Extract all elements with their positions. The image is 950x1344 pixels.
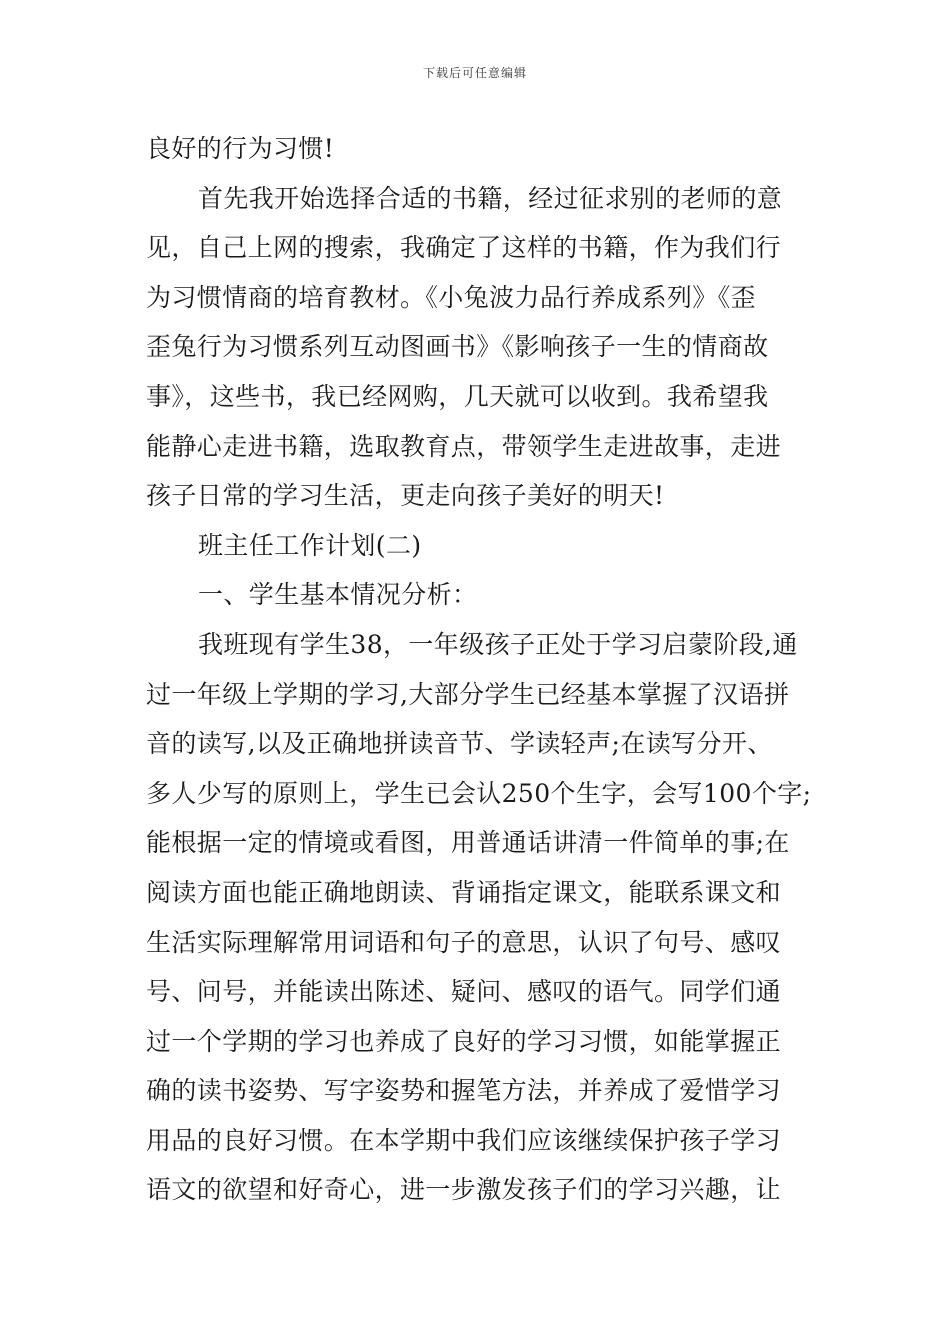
text-line: 号、问号，并能读出陈述、疑问、感叹的语气。同学们通 bbox=[146, 977, 782, 1007]
text-line: 阅读方面也能正确地朗读、背诵指定课文，能联系课文和 bbox=[146, 877, 782, 907]
text-line: 能静心走进书籍，选取教育点，带领学生走进故事，走进 bbox=[146, 431, 782, 461]
text-line: 为习惯情商的培育教材。《小兔波力品行养成系列》《歪 bbox=[146, 282, 757, 312]
text-line: 音的读写,以及正确地拼读音节、学读轻声;在读写分开、 bbox=[146, 729, 773, 759]
text-line: 首先我开始选择合适的书籍，经过征求别的老师的意 bbox=[198, 183, 783, 213]
text-line: 班主任工作计划(二) bbox=[198, 530, 422, 560]
text-line: 过一个学期的学习也养成了良好的学习习惯，如能掌握正 bbox=[146, 1026, 782, 1056]
text-line: 良好的行为习惯! bbox=[146, 134, 335, 163]
text-line: 多人少写的原则上，学生已会认250个生字，会写100个字; bbox=[146, 778, 812, 808]
text-line: 歪兔行为习惯系列互动图画书》《影响孩子一生的情商故 bbox=[146, 332, 769, 362]
text-line: 过一年级上学期的学习,大部分学生已经基本掌握了汉语拼 bbox=[146, 679, 790, 709]
page-header: 下载后可任意编辑 bbox=[422, 66, 527, 80]
text-line: 能根据一定的情境或看图，用普通话讲清一件简单的事;在 bbox=[146, 828, 790, 858]
document-body bbox=[146, 124, 826, 1215]
text-line: 语文的欲望和好奇心，进一步激发孩子们的学习兴趣，让 bbox=[146, 1175, 782, 1205]
text-line: 事》，这些书，我已经网购，几天就可以收到。我希望我 bbox=[146, 381, 769, 411]
text-line: 孩子日常的学习生活，更走向孩子美好的明天! bbox=[146, 481, 665, 511]
text-line: 一、学生基本情况分析： bbox=[198, 580, 478, 610]
text-line: 确的读书姿势、写字姿势和握笔方法，并养成了爱惜学习 bbox=[146, 1076, 782, 1106]
text-line: 用品的良好习惯。在本学期中我们应该继续保护孩子学习 bbox=[146, 1125, 782, 1155]
text-line: 我班现有学生38，一年级孩子正处于学习启蒙阶段,通 bbox=[198, 629, 798, 659]
text-line: 生活实际理解常用词语和句子的意思，认识了句号、感叹 bbox=[146, 927, 782, 957]
text-line: 见，自己上网的搜索，我确定了这样的书籍，作为我们行 bbox=[146, 233, 782, 263]
